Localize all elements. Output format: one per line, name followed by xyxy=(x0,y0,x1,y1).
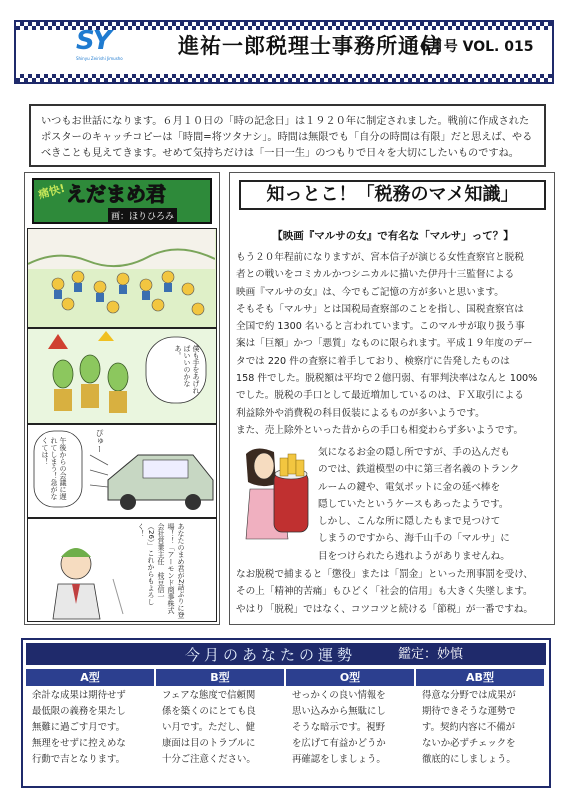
comic-panel-4 xyxy=(27,518,217,622)
article-line: なお脱税で捕まると「懲役」または「罰金」といった刑事罰を受け、 xyxy=(236,569,534,580)
fortune-line: 徹底的にしましょう。 xyxy=(422,754,516,765)
fortune-title: 今月のあなたの運勢 xyxy=(185,646,357,664)
article-line: 目をつけられたら逃れようがありませんね。 xyxy=(318,550,510,562)
fortune-text-b xyxy=(162,688,284,768)
article-line: 者との戦いをコミカルかつシニカルに描いた伊丹十三監督による xyxy=(236,269,515,281)
article-line: ルームの鍵や、電気ポットに金の延べ棒を xyxy=(318,481,501,493)
fortune-line: い月です。ただし、健 xyxy=(162,722,255,733)
article-paragraph-1 xyxy=(236,249,552,439)
logo-subtext: Shinyu Zeirishi Jimusho xyxy=(76,56,123,61)
article-line: 気になるお金の隠し所ですが、手の込んだも xyxy=(318,447,510,458)
article-line: 案は「巨額」かつ「悪質」なものに限られます。平成１９年度のデー xyxy=(236,338,533,350)
fortune-text-a xyxy=(32,688,154,768)
fortune-line: フェアな態度で信頼関 xyxy=(162,690,256,701)
article-line: しまうのですから、海千山千の「マルサ」に xyxy=(318,533,510,545)
comic-author: 画：ほりひろみ xyxy=(108,208,177,223)
fortune-line: そうな暗示です。視野 xyxy=(292,722,385,733)
fortune-text-ab xyxy=(422,688,544,768)
fortune-line: 余計な成果は期待せず xyxy=(32,690,126,701)
fortune-line: 思い込みから無駄にし xyxy=(292,706,386,717)
article-line: タでは 220 件の査察に着手しており、検察庁に告発したものは xyxy=(236,355,510,367)
header-checker-bottom xyxy=(16,74,552,82)
article-line: やはり「脱税」ではなく、コツコツと続ける「節税」が一番ですね。 xyxy=(236,603,534,615)
fortune-head-b: B型 xyxy=(156,669,284,686)
comic-panel-1 xyxy=(27,228,217,328)
fortune-head-o: O型 xyxy=(286,669,414,686)
article-line: もう２０年程前になりますが、宮本信子が演じる女性査察官と脱税 xyxy=(236,252,524,263)
fortune-author: 鑑定：妙慎 xyxy=(398,643,463,662)
fortune-line: 行動で吉となります。 xyxy=(32,754,125,765)
article-line: そもそも「マルサ」とは国税局査察部のことを指し、国税査察官は xyxy=(236,303,524,315)
article-paragraph-2 xyxy=(318,444,554,565)
fortune-line: 無理をせずに控えめな xyxy=(32,738,126,749)
sound-effect: ぴゅー xyxy=(95,429,104,453)
fortune-head-a: A型 xyxy=(26,669,154,686)
fortune-line: 十分ご注意ください。 xyxy=(162,754,256,765)
fortune-line: 康面は目のトラブルに xyxy=(162,738,256,749)
office-logo xyxy=(76,26,160,61)
speech-bubble-1: 僕も手をあげればいいのかなあ。 xyxy=(174,345,200,394)
comic-prefix: 痛快! xyxy=(36,181,67,202)
newsletter-title: 進祐一郎税理士事務所通信 xyxy=(178,34,442,58)
article-line: その上「精神的苦痛」もひどく「社会的信用」も大きく失墜します。 xyxy=(236,586,533,598)
fortune-line: 再確認をしましょう。 xyxy=(292,754,386,765)
fortune-line: 期待できそうな運勢で xyxy=(422,706,516,717)
fortune-text-o xyxy=(292,688,414,768)
character-caption: あなたのまめ君が2話ぶりに登場！！「アーモンド商事株式会社営業主任 枝豆信一（26）」これからもよろしく！ xyxy=(137,523,185,619)
logo-text: SY xyxy=(76,26,110,56)
comic-title: えだまめ君 xyxy=(66,182,166,206)
comic-panel-3 xyxy=(27,424,217,518)
fortune-line: を広げて有益かどうか xyxy=(292,738,386,749)
article-line: 利益除外や消費税の科目仮装によるものが多いようです。 xyxy=(236,407,485,419)
article-line: 隠していたというケースもあったようです。 xyxy=(318,498,509,510)
article-line: 映画『マルサの女』は、今でもご記憶の方が多いと思います。 xyxy=(236,286,504,298)
fortune-line: す。契約内容に不備が xyxy=(422,722,515,733)
salaryman-illustration xyxy=(28,519,215,620)
fortune-head-ab: AB型 xyxy=(416,669,544,686)
hidden-gold-pot-illustration xyxy=(236,444,316,564)
article-line: 全国で約 1300 名いると言われています。このマルサが取り扱う事 xyxy=(236,321,525,333)
article-heading-box xyxy=(239,180,546,210)
article-line: 158 件でした。脱税額は平均で２億円弱、有罪判決率はなんと 100% xyxy=(236,373,538,385)
fortune-line: 得意な分野では成果が xyxy=(422,690,516,701)
comic-panel-2 xyxy=(27,328,217,424)
fortune-line: ないか必ずチェックを xyxy=(422,738,516,749)
article-line: また、売上除外といった昔からの手口も相変わらず多いようです。 xyxy=(236,424,524,436)
article-line: のでは、鉄道模型の中に第三者名義のトランク xyxy=(318,464,520,476)
article-paragraph-3 xyxy=(236,566,552,618)
article-heading: 知っとこ！「税務のマメ知識」 xyxy=(266,184,519,205)
fortune-line: 係を築くのにとても良 xyxy=(162,706,256,717)
fortune-line: 最低限の義務を果たし xyxy=(32,706,126,717)
fortune-line: 無難に過ごす月です。 xyxy=(32,722,125,733)
article-line: しかし、こんな所に隠したもまで見つけて xyxy=(318,516,501,528)
article-subheading: 【映画『マルサの女』で有名な「マルサ」って？】 xyxy=(272,230,514,242)
fortune-line: せっかくの良い情報を xyxy=(292,690,386,701)
kids-field-illustration xyxy=(28,229,215,326)
intro-greeting: いつもお世話になります。６月１０日の「時の記念日」は１９２０年に制定されました。戦前に作成されたポスターのキャッチコピーは「時間=将ツタナシ」。時間は無限でも「自分の時間は有限」だと思えば、やるべきことも見えてきます。せめて気持ちだけは「一日一生」のつもりで日々を大切にしたいものですね。 xyxy=(29,104,546,167)
issue-number: 6月号 VOL. 015 xyxy=(420,39,534,55)
speech-bubble-2: 午後からの会議に遅れてしまう！急がなくては！ xyxy=(41,437,67,500)
article-line: でした。脱税の手口として最近増加しているのは、ＦＸ取引による xyxy=(236,390,524,402)
